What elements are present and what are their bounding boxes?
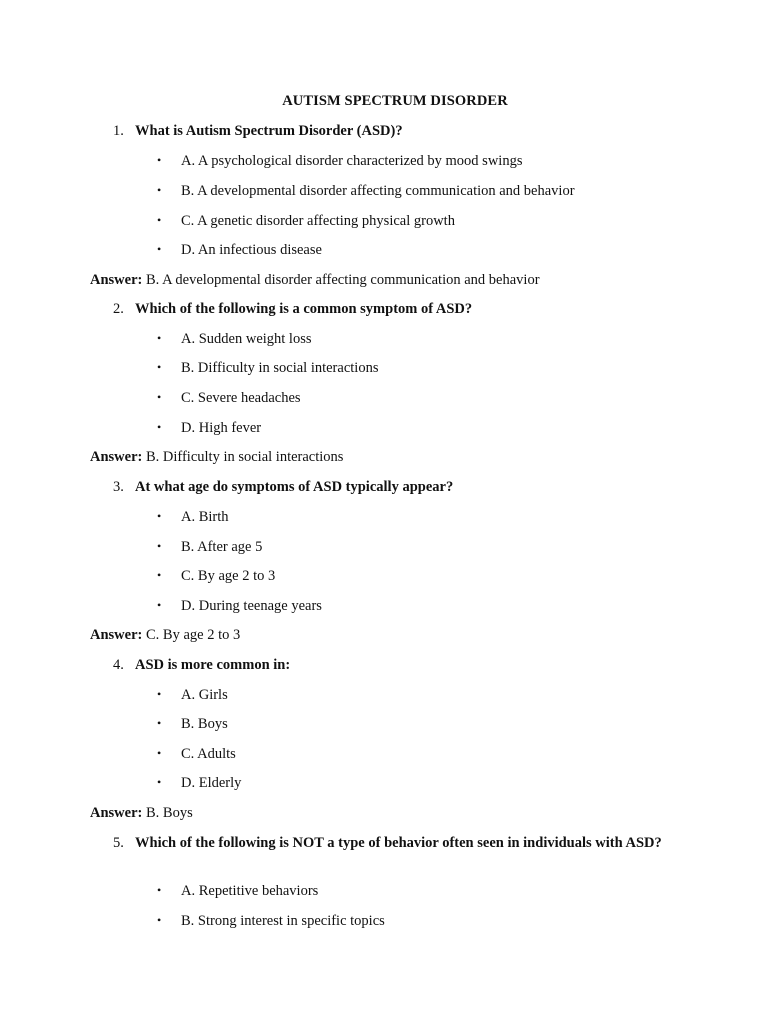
question-4: [113, 655, 676, 675]
option-text: A. Birth: [181, 509, 229, 525]
question-text: Which of the following is NOT a type of behavior often seen in individuals with ASD?: [135, 835, 662, 851]
bullet-icon: •: [157, 183, 162, 197]
question-text: What is Autism Spectrum Disorder (ASD)?: [135, 123, 403, 139]
answer-text: B. Difficulty in social interactions: [145, 449, 344, 465]
option-text: B. Strong interest in specific topics: [181, 913, 385, 929]
option-item: [157, 418, 261, 438]
option-text: C. A genetic disorder affecting physical growth: [181, 213, 455, 229]
bullet-icon: •: [157, 242, 162, 256]
option-text: B. Boys: [181, 716, 228, 732]
option-item: [157, 566, 275, 586]
answer-text: B. Boys: [145, 805, 193, 821]
bullet-icon: •: [157, 153, 162, 167]
option-item: [157, 537, 262, 557]
option-text: C. Adults: [181, 746, 236, 762]
option-text: C. By age 2 to 3: [181, 568, 276, 584]
option-text: D. Elderly: [181, 775, 242, 791]
bullet-icon: •: [157, 913, 162, 927]
bullet-icon: •: [157, 360, 162, 374]
answer-label: Answer:: [90, 272, 143, 288]
bullet-icon: •: [157, 883, 162, 897]
question-number: 1.: [113, 123, 124, 139]
option-item: [157, 211, 455, 231]
option-text: C. Severe headaches: [181, 390, 301, 406]
question-text: At what age do symptoms of ASD typically appear?: [135, 479, 454, 495]
question-number: 2.: [113, 301, 124, 317]
option-item: [157, 685, 228, 705]
answer-line: [90, 625, 240, 645]
question-number: 3.: [113, 479, 124, 495]
question-3: [113, 477, 676, 497]
bullet-icon: •: [157, 331, 162, 345]
option-item: [157, 773, 241, 793]
bullet-icon: •: [157, 213, 162, 227]
option-text: D. An infectious disease: [181, 242, 322, 258]
option-item: [157, 151, 522, 171]
option-text: B. A developmental disorder affecting communication and behavior: [181, 183, 575, 199]
question-2: [113, 299, 676, 319]
option-text: A. Repetitive behaviors: [181, 883, 319, 899]
bullet-icon: •: [157, 687, 162, 701]
option-item: [157, 744, 236, 764]
answer-text: B. A developmental disorder affecting communication and behavior: [145, 272, 540, 288]
question-text: Which of the following is a common symptom of ASD?: [135, 301, 473, 317]
answer-label: Answer:: [90, 805, 143, 821]
answer-label: Answer:: [90, 627, 143, 643]
answer-text: C. By age 2 to 3: [145, 627, 241, 643]
bullet-icon: •: [157, 775, 162, 789]
option-item: [157, 329, 312, 349]
option-item: [157, 240, 322, 260]
bullet-icon: •: [157, 420, 162, 434]
option-item: [157, 507, 229, 527]
option-item: [157, 358, 378, 378]
question-text: ASD is more common in:: [135, 657, 291, 673]
answer-label: Answer:: [90, 449, 143, 465]
bullet-icon: •: [157, 568, 162, 582]
option-item: [157, 388, 301, 408]
answer-line: [90, 803, 193, 823]
option-item: [157, 181, 575, 201]
question-1: [113, 121, 676, 141]
option-text: D. High fever: [181, 420, 262, 436]
option-item: [157, 911, 385, 931]
answer-line: [90, 270, 540, 290]
option-item: [157, 881, 318, 901]
option-text: A. Girls: [181, 687, 228, 703]
question-number: 5.: [113, 835, 124, 851]
option-item: [157, 596, 322, 616]
option-text: B. Difficulty in social interactions: [181, 360, 379, 376]
option-text: B. After age 5: [181, 539, 263, 555]
option-text: A. Sudden weight loss: [181, 331, 312, 347]
bullet-icon: •: [157, 509, 162, 523]
option-text: D. During teenage years: [181, 598, 322, 614]
question-number: 4.: [113, 657, 124, 673]
bullet-icon: •: [157, 598, 162, 612]
answer-line: [90, 447, 343, 467]
bullet-icon: •: [157, 746, 162, 760]
option-item: [157, 714, 228, 734]
question-5: [113, 833, 676, 853]
option-text: A. A psychological disorder characterized by mood swings: [181, 153, 523, 169]
document-title: AUTISM SPECTRUM DISORDER: [282, 93, 508, 109]
bullet-icon: •: [157, 716, 162, 730]
bullet-icon: •: [157, 539, 162, 553]
bullet-icon: •: [157, 390, 162, 404]
